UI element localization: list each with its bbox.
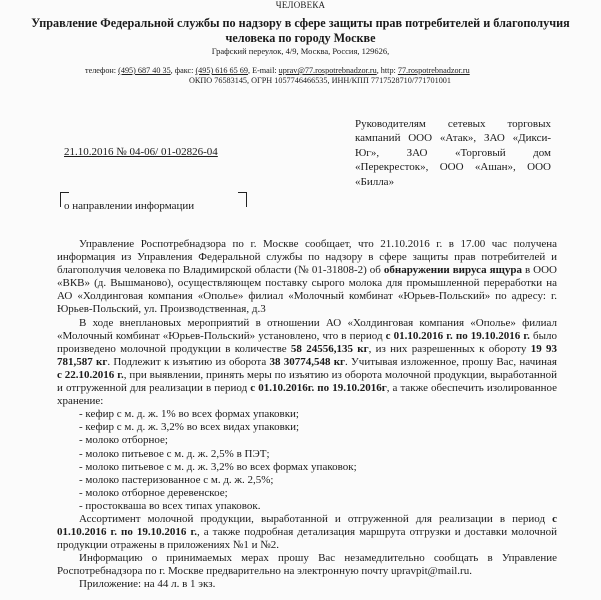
list-item: - кефир с м. д. ж. 3,2% во всех видах упаковки; — [79, 421, 300, 434]
list-item: - простокваша во всех типах упаковок. — [79, 499, 261, 512]
paragraph-assortment: Ассортимент молочной продукции, выработанной и отгруженной для реализации в период с 01.10.2016 г. по 19.10.2016 г., а также подробная детализация маршрута отгрузки и доставки молочной продукции отражены в приложениях №1 и №2. — [57, 512, 557, 552]
virus-detection-bold: обнаружении вируса ящура — [383, 264, 523, 277]
list-item: - молоко пастеризованное с м. д. ж. 2,5%; — [79, 473, 274, 486]
recipients-block: Руководителям сетевых торговых кампаний ООО «Атак», ЗАО «Дикси-Юг», ЗАО «Торговый дом «Перекресток», ООО «Ашан», ООО «Билла» — [355, 118, 551, 188]
list-item: - молоко питьевое с м. д. ж. 2,5% в ПЭТ; — [79, 447, 270, 460]
document-date-number: 21.10.2016 № 04-06/ 01-02826-04 — [64, 146, 218, 158]
paragraph-request: Информацию о принимаемых мерах прошу Вас незамедлительно сообщать в Управление Роспотребнадзора по г. Москве предварительно на электронную почту upravpit@mail.ru. — [57, 552, 557, 578]
attachment-line: Приложение: на 44 л. в 1 экз. — [79, 578, 216, 591]
email-link[interactable]: uprav@77.rospotrebnadzor.ru — [278, 66, 377, 75]
list-item: - кефир с м. д. ж. 1% во всех формах упаковки; — [79, 408, 299, 421]
registration-codes: ОКПО 76583145, ОГРН 1057746466535, ИНН/КПП 7717528710/771701001 — [189, 76, 451, 85]
fax-number: (495) 616 65 69 — [195, 66, 248, 75]
subject-bracket-right — [238, 192, 247, 207]
email-label: , E-mail: — [247, 66, 279, 75]
fax-label: , факс: — [170, 66, 196, 75]
agency-name: Управление Федеральной службы по надзору в сфере защиты прав потребителей и благополучия человека по городу Москве — [31, 16, 570, 45]
agency-contacts — [85, 66, 555, 86]
list-item: - молоко отборное; — [79, 434, 168, 447]
letter-body — [57, 238, 557, 592]
document-subject: о направлении информации — [64, 200, 195, 212]
list-item: - молоко питьевое с м. д. ж. 3,2% во всех формах упаковок; — [79, 460, 357, 473]
product-list — [57, 408, 557, 513]
header-top-fragment: ЧЕЛОВЕКА — [275, 0, 326, 10]
paragraph-inspection: В ходе внеплановых мероприятий в отношении АО «Холдинговая компания «Ополье» филиал «Молочный комбинат «Юрьев-Польский» установлено, что в период с 01.10.2016 г. по 19.10.2016 г. было произведено молочной продукции в количестве 58 24556,135 кг, из них разрешенных к обороту 19 93 781,587 кг. Подлежит к изъятию из оборота 38 30774,548 кг. Учитывая изложенное, прошу Вас, начиная с 22.10.2016 г., при выявлении, принять меры по изъятию из оборота молочной продукции, выработанной и отгруженной для реализации в период с 01.10.2016г. по 19.10.2016г, а также обеспечить изолированное хранение: — [57, 316, 558, 408]
phone-label: телефон: — [85, 66, 119, 75]
list-item: - молоко отборное деревенское; — [79, 486, 228, 499]
agency-address: Графский переулок, 4/9, Москва, Россия, 129626, — [211, 46, 390, 56]
paragraph-notification: Управление Роспотребнадзора по г. Москве сообщает, что 21.10.2016 г. в 17.00 час получена информация из Управления Федеральной службы по надзору в сфере защиты прав потребителей и благополучия человека по Владимирской области (№ 01-31808-2) об обнаружении вируса ящура в ООО «ВКВ» (д. Вышманово), осуществляющем поставку сырого молока для промышленной переработки на АО «Холдинговая компания «Ополье» филиал «Молочный комбинат «Юрьев-Польский» по адресу: г. Юрьев-Польский, ул. Производственная, д.3 — [57, 238, 557, 316]
contacts-line — [85, 66, 555, 76]
web-link[interactable]: 77.rospotrebnadzor.ru — [397, 66, 470, 75]
web-label: , http: — [376, 66, 398, 75]
phone-number: (495) 687 40 35 — [118, 66, 171, 75]
